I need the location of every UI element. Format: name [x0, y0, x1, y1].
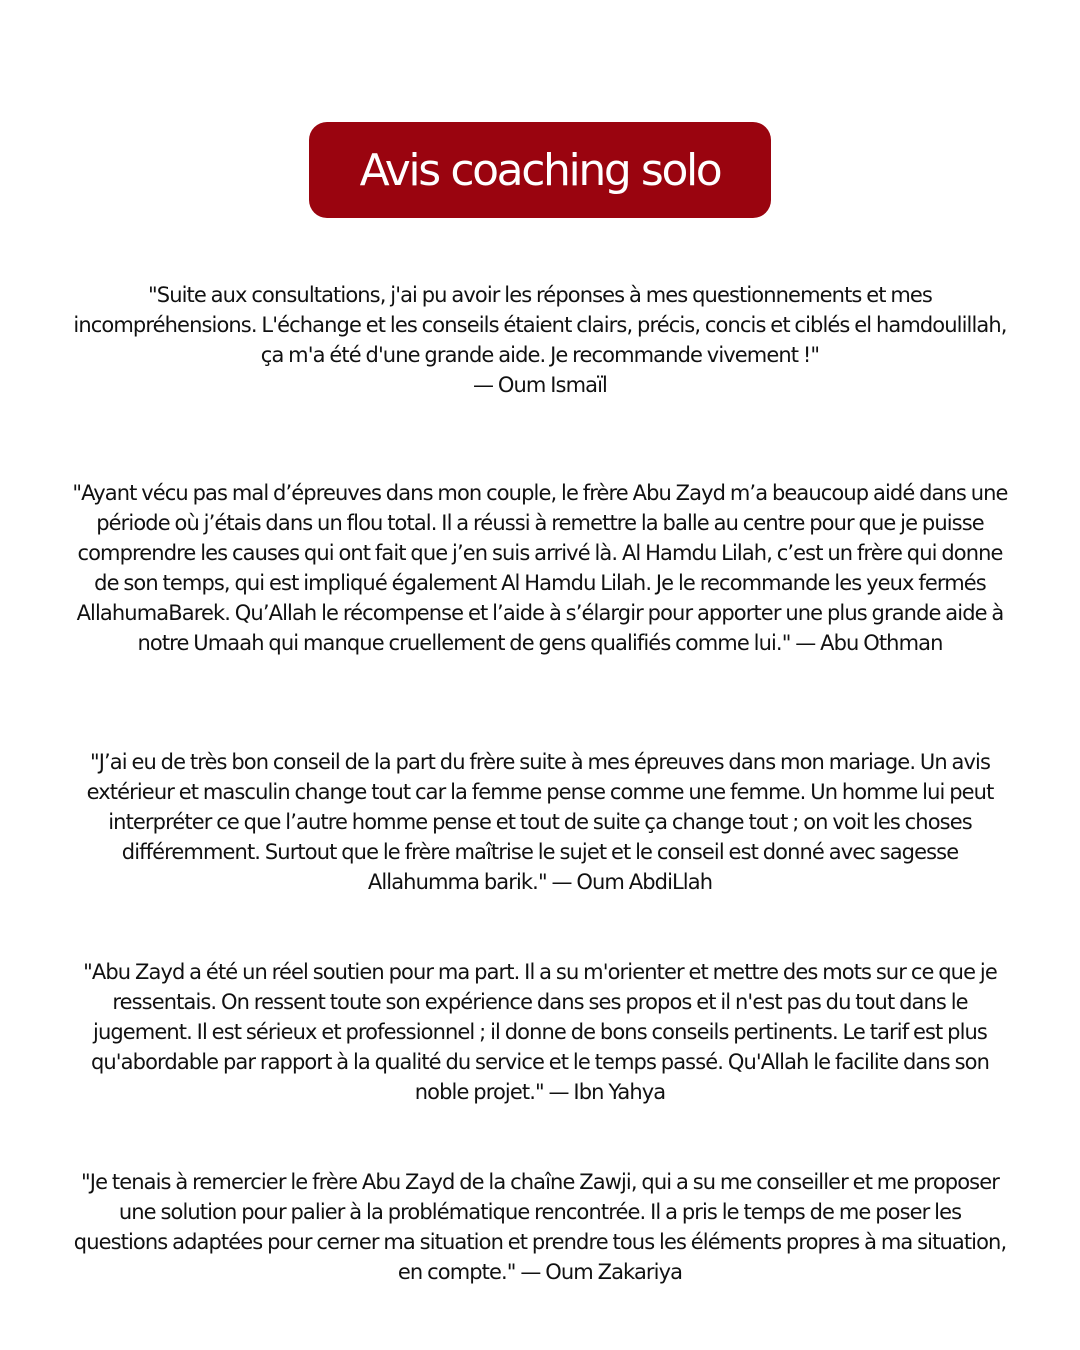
review-quote: "Ayant vécu pas mal d’épreuves dans mon couple, le frère Abu Zayd m’a beaucoup aidé dans une période où j’étais dans un flou total. Il a réussi à remettre la balle au centre pour que je puisse comprendre les causes qui ont fait que j’en suis arrivé là. Al Hamdu Lilah, c’est un frère qui donne de son temps, qui est impliqué également Al Hamdu Lilah. Je le recommande les yeux fermés AllahumaBarek. Qu’Allah le récompense et l’aide à s’élargir pour apporter une plus grande aide à notre Umaah qui manque cruellement de gens qualifiés comme lui." — [72, 481, 1008, 655]
review-oum-ismail — [70, 280, 1010, 400]
review-quote: "J’ai eu de très bon conseil de la part du frère suite à mes épreuves dans mon mariage. Un avis extérieur et masculin change tout car la femme pense comme une femme. Un homme lui peut interpréter ce que l’autre homme pense et tout de suite ça change tout ; on voit les choses différemment. Surtout que le frère maîtrise le sujet et le conseil est donné avec sagesse Allahumma barik." — [86, 750, 994, 894]
review-author: — Abu Othman — [795, 631, 943, 655]
review-oum-abdillah — [70, 747, 1010, 897]
review-quote: "Je tenais à remercier le frère Abu Zayd de la chaîne Zawji, qui a su me conseiller et me proposer une solution pour palier à la problématique rencontrée. Il a pris le temps de me poser les questions adaptées pour cerner ma situation et prendre tous les éléments propres à ma situation, en compte." — [73, 1170, 1007, 1284]
title-badge — [309, 122, 771, 218]
review-quote: "Abu Zayd a été un réel soutien pour ma part. Il a su m'orienter et mettre des mots sur ce que je ressentais. On ressent toute son expérience dans ses propos et il n'est pas du tout dans le jugement. Il est sérieux et professionnel ; il donne de bons conseils pertinents. Le tarif est plus qu'abordable par rapport à la qualité du service et le temps passé. Qu'Allah le facilite dans son noble projet." — [83, 960, 997, 1104]
page-title: Avis coaching solo — [359, 144, 721, 196]
review-ibn-yahya — [70, 957, 1010, 1107]
review-oum-zakariya — [70, 1167, 1010, 1287]
review-author: — Oum Ismaïl — [473, 373, 607, 397]
review-author: — Oum Zakariya — [520, 1260, 683, 1284]
review-author: — Ibn Yahya — [548, 1080, 666, 1104]
review-abu-othman — [70, 478, 1010, 658]
review-quote: "Suite aux consultations, j'ai pu avoir les réponses à mes questionnements et mes incompréhensions. L'échange et les conseils étaient clairs, précis, concis et ciblés el hamdoulillah, ça m'a été d'une grande aide. Je recommande vivement !" — [73, 283, 1007, 367]
review-author: — Oum AbdiLlah — [551, 870, 713, 894]
